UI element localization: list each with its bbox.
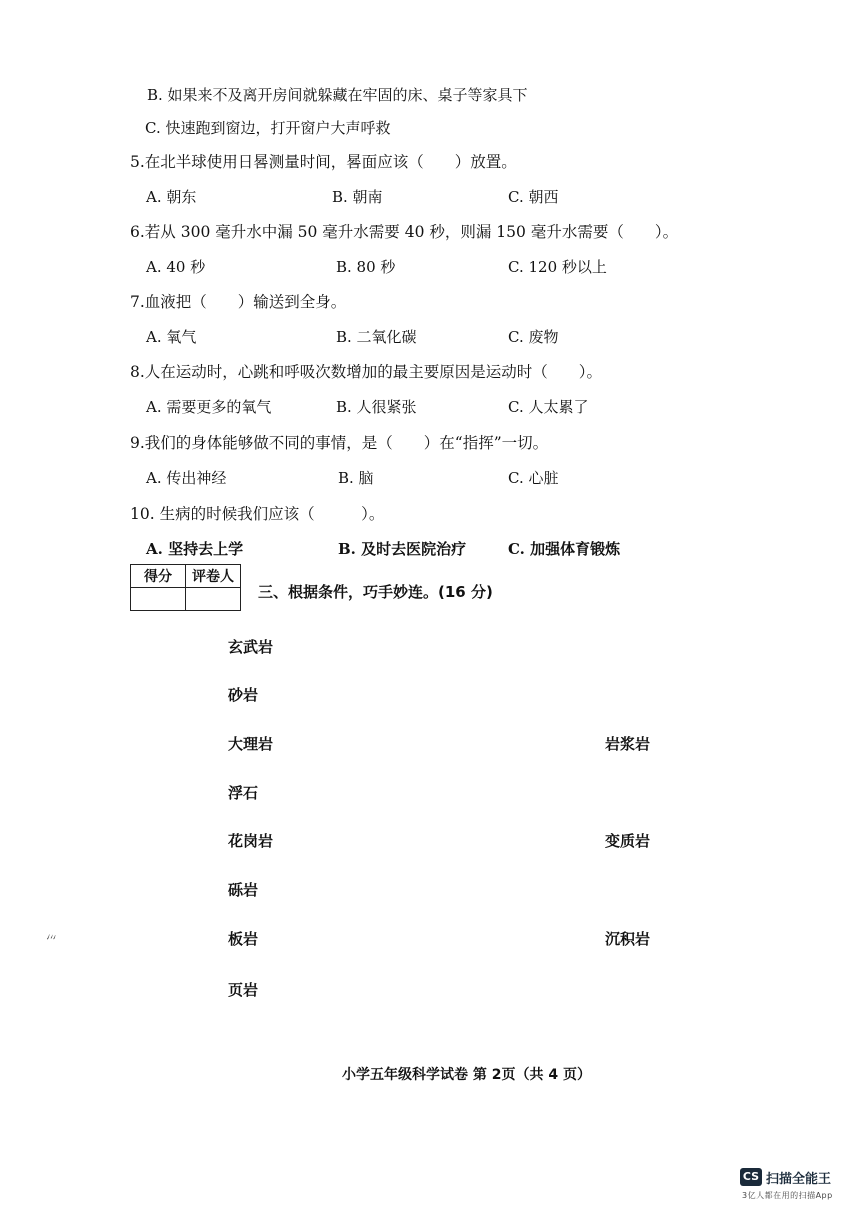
rock-left-sandstone: 砂岩	[228, 686, 259, 704]
rock-right-sedimentary: 沉积岩	[605, 930, 651, 948]
question-9-option-b: B. 脑	[338, 469, 374, 487]
rock-right-igneous: 岩浆岩	[605, 735, 651, 753]
scanner-app-name: 扫描全能王	[766, 1172, 832, 1187]
question-6-stem: 6.若从 300 毫升水中漏 50 毫升水需要 40 秒，则漏 150 毫升水需要（ ）。	[130, 223, 679, 241]
rock-left-conglomerate: 砾岩	[228, 881, 259, 899]
rock-left-basalt: 玄武岩	[228, 638, 274, 656]
scanner-logo	[740, 1166, 846, 1206]
cs-logo-icon: CS	[740, 1168, 762, 1186]
question-9-option-c: C. 心脏	[508, 469, 559, 487]
question-8-stem: 8.人在运动时，心跳和呼吸次数增加的最主要原因是运动时（ ）。	[130, 363, 603, 381]
score-label: 得分	[131, 565, 186, 588]
side-margin-mark: ミ	[44, 931, 58, 943]
question-10-option-a: A. 坚持去上学	[146, 540, 244, 558]
rock-left-granite: 花岗岩	[228, 832, 274, 850]
grader-label: 评卷人	[186, 565, 241, 588]
question-9-option-a: A. 传出神经	[146, 469, 227, 487]
question-5-option-b: B. 朝南	[332, 188, 383, 206]
question-8-option-c: C. 人太累了	[508, 398, 589, 416]
question-9-stem: 9.我们的身体能够做不同的事情，是（ ）在“指挥”一切。	[130, 434, 549, 452]
grader-cell	[186, 588, 241, 611]
rock-left-pumice: 浮石	[228, 784, 259, 802]
question-5-option-c: C. 朝西	[508, 188, 559, 206]
question-10-stem: 10. 生病的时候我们应该（ ）。	[130, 505, 385, 523]
question-7-option-c: C. 废物	[508, 328, 559, 346]
question-10-option-b: B. 及时去医院治疗	[338, 540, 467, 558]
question-7-option-b: B. 二氧化碳	[336, 328, 417, 346]
question-4-option-c: C. 快速跑到窗边，打开窗户大声呼救	[145, 119, 391, 137]
question-6-option-c: C. 120 秒以上	[508, 258, 607, 276]
section-3-title: 三、根据条件，巧手妙连。(16 分)	[258, 583, 493, 601]
rock-left-slate: 板岩	[228, 930, 259, 948]
score-cell	[131, 588, 186, 611]
page-footer: 小学五年级科学试卷 第 2页（共 4 页）	[342, 1067, 591, 1083]
rock-right-metamorphic: 变质岩	[605, 832, 651, 850]
question-5-stem: 5.在北半球使用日晷测量时间，晷面应该（ ）放置。	[130, 153, 517, 171]
question-4-option-b: B. 如果来不及离开房间就躲藏在牢固的床、桌子等家具下	[147, 86, 528, 104]
question-10-option-c: C. 加强体育锻炼	[508, 540, 621, 558]
question-5-option-a: A. 朝东	[146, 188, 197, 206]
rock-left-shale: 页岩	[228, 981, 259, 999]
score-box	[130, 564, 241, 611]
question-7-stem: 7.血液把（ ）输送到全身。	[130, 293, 347, 311]
question-6-option-a: A. 40 秒	[146, 258, 206, 276]
scanner-app-tagline: 3亿人都在用的扫描App	[742, 1191, 833, 1200]
question-7-option-a: A. 氧气	[146, 328, 197, 346]
question-8-option-a: A. 需要更多的氧气	[146, 398, 272, 416]
question-8-option-b: B. 人很紧张	[336, 398, 417, 416]
rock-left-marble: 大理岩	[228, 735, 274, 753]
question-6-option-b: B. 80 秒	[336, 258, 396, 276]
